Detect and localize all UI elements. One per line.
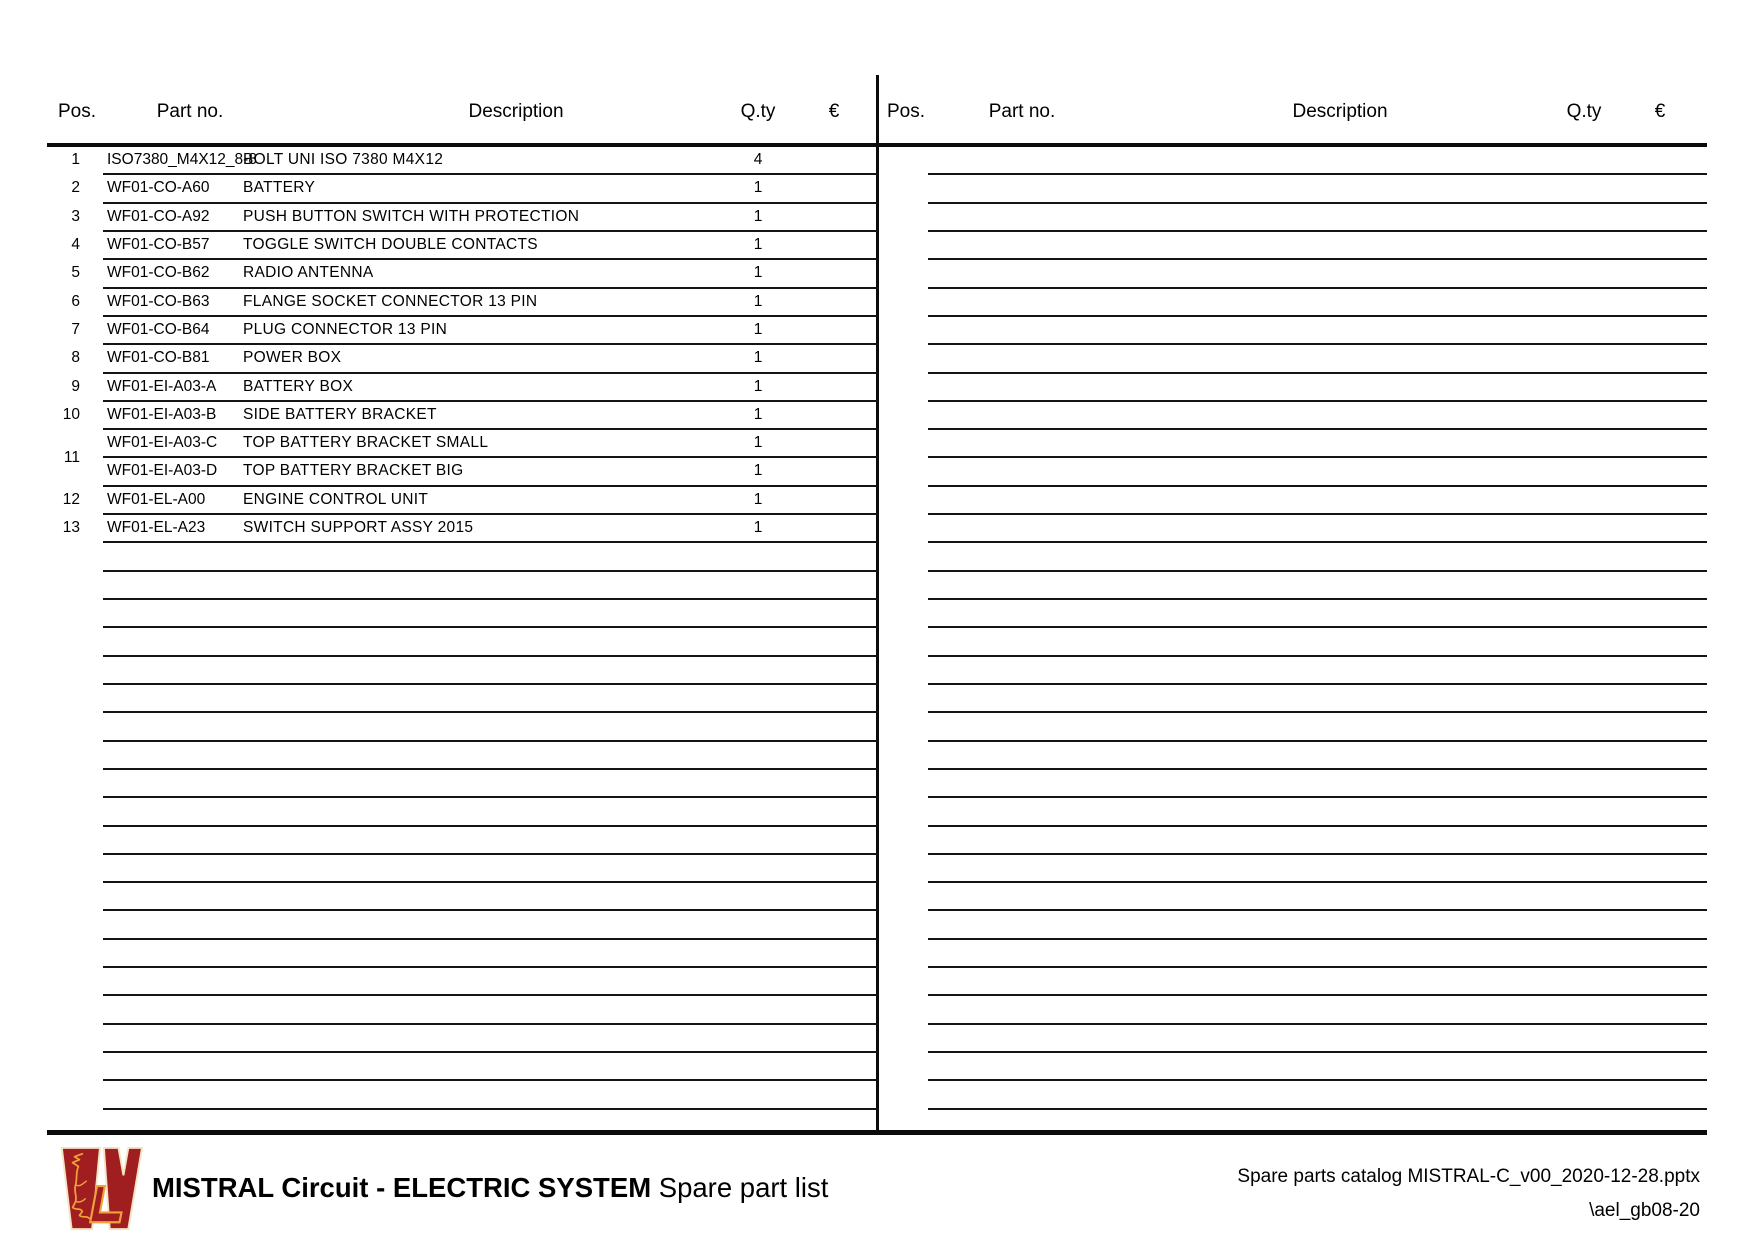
empty-row (928, 742, 1707, 770)
quantity-cell: 1 (753, 349, 763, 367)
pos-cell-merged: 11 (63, 449, 80, 466)
description-cell: SWITCH SUPPORT ASSY 2015 (243, 519, 474, 537)
description-cell: SIDE BATTERY BRACKET (243, 405, 437, 423)
table-row (71, 317, 878, 345)
column-header-description: Description (1292, 101, 1388, 122)
page-title (152, 1172, 828, 1204)
empty-row (103, 770, 878, 798)
table-row (71, 260, 878, 288)
pos-cell: 8 (71, 349, 80, 367)
page-title-sub: Spare part list (651, 1172, 829, 1203)
empty-row (103, 628, 878, 656)
pos-cell: 7 (71, 320, 80, 338)
empty-row (928, 147, 1707, 175)
description-cell: BATTERY (243, 179, 316, 197)
footer-rule (47, 1130, 1707, 1135)
description-cell: TOGGLE SWITCH DOUBLE CONTACTS (243, 235, 538, 253)
column-header-price-eur: € (828, 101, 840, 122)
empty-row (103, 685, 878, 713)
document-info (1237, 1160, 1700, 1228)
empty-row (103, 883, 878, 911)
document-name: Spare parts catalog MISTRAL-C_v00_2020-12-28.pptx (1237, 1166, 1700, 1187)
quantity-cell: 1 (753, 179, 763, 197)
description-cell: TOP BATTERY BRACKET SMALL (243, 434, 489, 452)
pos-cell: 10 (62, 405, 80, 423)
empty-row (928, 940, 1707, 968)
empty-row (928, 713, 1707, 741)
empty-row (928, 1053, 1707, 1081)
pos-cell: 4 (71, 235, 80, 253)
empty-row (928, 798, 1707, 826)
empty-row (928, 515, 1707, 543)
empty-row (928, 827, 1707, 855)
description-cell: BATTERY BOX (243, 377, 354, 395)
description-cell: ENGINE CONTROL UNIT (243, 490, 429, 508)
empty-row (928, 260, 1707, 288)
empty-row (928, 572, 1707, 600)
table-row (71, 147, 878, 175)
empty-row (928, 600, 1707, 628)
column-header-part-no: Part no. (988, 101, 1056, 122)
table-row (103, 458, 878, 486)
quantity-cell: 1 (753, 207, 763, 225)
part-number-cell: WF01-CO-B62 (107, 264, 210, 282)
table-row (71, 175, 878, 203)
empty-row (103, 798, 878, 826)
description-cell: PUSH BUTTON SWITCH WITH PROTECTION (243, 207, 580, 225)
quantity-cell: 1 (753, 405, 763, 423)
part-number-cell: ISO7380_M4X12_8-8 (107, 151, 257, 168)
pos-cell: 6 (71, 292, 80, 310)
quantity-cell: 1 (753, 320, 763, 338)
part-number-cell: WF01-CO-A92 (107, 207, 210, 225)
pos-cell: 3 (71, 207, 80, 225)
empty-row (928, 345, 1707, 373)
table-row (62, 515, 878, 543)
empty-row (928, 883, 1707, 911)
pos-cell: 1 (71, 151, 80, 168)
column-header-part-no: Part no. (156, 101, 224, 122)
pos-cell: 5 (71, 264, 80, 282)
empty-row (103, 940, 878, 968)
empty-row (928, 232, 1707, 260)
empty-row (928, 996, 1707, 1024)
quantity-cell: 1 (753, 292, 763, 310)
description-cell: PLUG CONNECTOR 13 PIN (243, 320, 448, 338)
table-row (71, 345, 878, 373)
pos-cell: 9 (71, 377, 80, 395)
table-row (103, 430, 878, 458)
column-header-pos: Pos. (886, 101, 926, 122)
quantity-cell: 4 (753, 151, 763, 168)
empty-row (103, 1053, 878, 1081)
empty-row (928, 1025, 1707, 1053)
description-cell: FLANGE SOCKET CONNECTOR 13 PIN (243, 292, 538, 310)
empty-row (928, 374, 1707, 402)
empty-row (103, 855, 878, 883)
table-row (62, 402, 878, 430)
quantity-cell: 1 (753, 235, 763, 253)
empty-row (928, 289, 1707, 317)
pos-cell: 13 (62, 519, 80, 537)
part-number-cell: WF01-EL-A00 (107, 490, 206, 508)
part-number-cell: WF01-CO-A60 (107, 179, 210, 197)
right-parts-table (928, 147, 1707, 1110)
quantity-cell: 1 (753, 264, 763, 282)
empty-row (103, 996, 878, 1024)
description-cell: RADIO ANTENNA (243, 264, 374, 282)
column-header-price-eur: € (1654, 101, 1666, 122)
empty-row (928, 430, 1707, 458)
quantity-cell: 1 (753, 519, 763, 537)
empty-row (103, 1025, 878, 1053)
empty-row (928, 204, 1707, 232)
company-logo (53, 1145, 143, 1233)
part-number-cell: WF01-EI-A03-B (107, 405, 217, 423)
table-row (71, 374, 878, 402)
empty-row (928, 685, 1707, 713)
empty-row (103, 713, 878, 741)
pos-cell: 2 (71, 179, 80, 197)
part-number-cell: WF01-EI-A03-A (107, 377, 217, 395)
left-parts-table (62, 147, 878, 1110)
empty-row (103, 742, 878, 770)
empty-row (928, 487, 1707, 515)
empty-row (103, 968, 878, 996)
empty-row (103, 572, 878, 600)
description-cell: BOLT UNI ISO 7380 M4X12 (243, 151, 444, 168)
empty-row (103, 543, 878, 571)
quantity-cell: 1 (753, 490, 763, 508)
empty-row (928, 855, 1707, 883)
empty-row (103, 911, 878, 939)
empty-row (103, 657, 878, 685)
table-row (62, 487, 878, 515)
part-number-cell: WF01-EI-A03-C (107, 434, 218, 452)
table-row (71, 204, 878, 232)
empty-row (103, 600, 878, 628)
empty-row (928, 628, 1707, 656)
empty-row (103, 827, 878, 855)
description-cell: POWER BOX (243, 349, 342, 367)
empty-row (928, 317, 1707, 345)
part-number-cell: WF01-CO-B57 (107, 235, 210, 253)
table-row (71, 289, 878, 317)
quantity-cell: 1 (753, 377, 763, 395)
column-header-qty: Q.ty (740, 101, 776, 122)
quantity-cell: 1 (753, 462, 763, 480)
table-row (71, 232, 878, 260)
part-number-cell: WF01-CO-B64 (107, 320, 210, 338)
part-number-cell: WF01-EL-A23 (107, 519, 206, 537)
description-cell: TOP BATTERY BRACKET BIG (243, 462, 464, 480)
empty-row (928, 1081, 1707, 1109)
empty-row (103, 1081, 878, 1109)
column-header-description: Description (468, 101, 564, 122)
column-header-pos: Pos. (57, 101, 97, 122)
column-header-qty: Q.ty (1566, 101, 1602, 122)
empty-row (928, 770, 1707, 798)
empty-row (928, 657, 1707, 685)
empty-row (928, 402, 1707, 430)
part-number-cell: WF01-EI-A03-D (107, 462, 218, 480)
part-number-cell: WF01-CO-B63 (107, 292, 210, 310)
quantity-cell: 1 (753, 434, 763, 452)
document-code: \ael_gb08-20 (1589, 1200, 1700, 1221)
page-title-main: MISTRAL Circuit - ELECTRIC SYSTEM (152, 1172, 652, 1203)
empty-row (928, 968, 1707, 996)
empty-row (928, 458, 1707, 486)
pos-cell: 12 (62, 490, 80, 508)
empty-row (928, 543, 1707, 571)
part-number-cell: WF01-CO-B81 (107, 349, 210, 367)
empty-row (928, 175, 1707, 203)
empty-row (928, 911, 1707, 939)
